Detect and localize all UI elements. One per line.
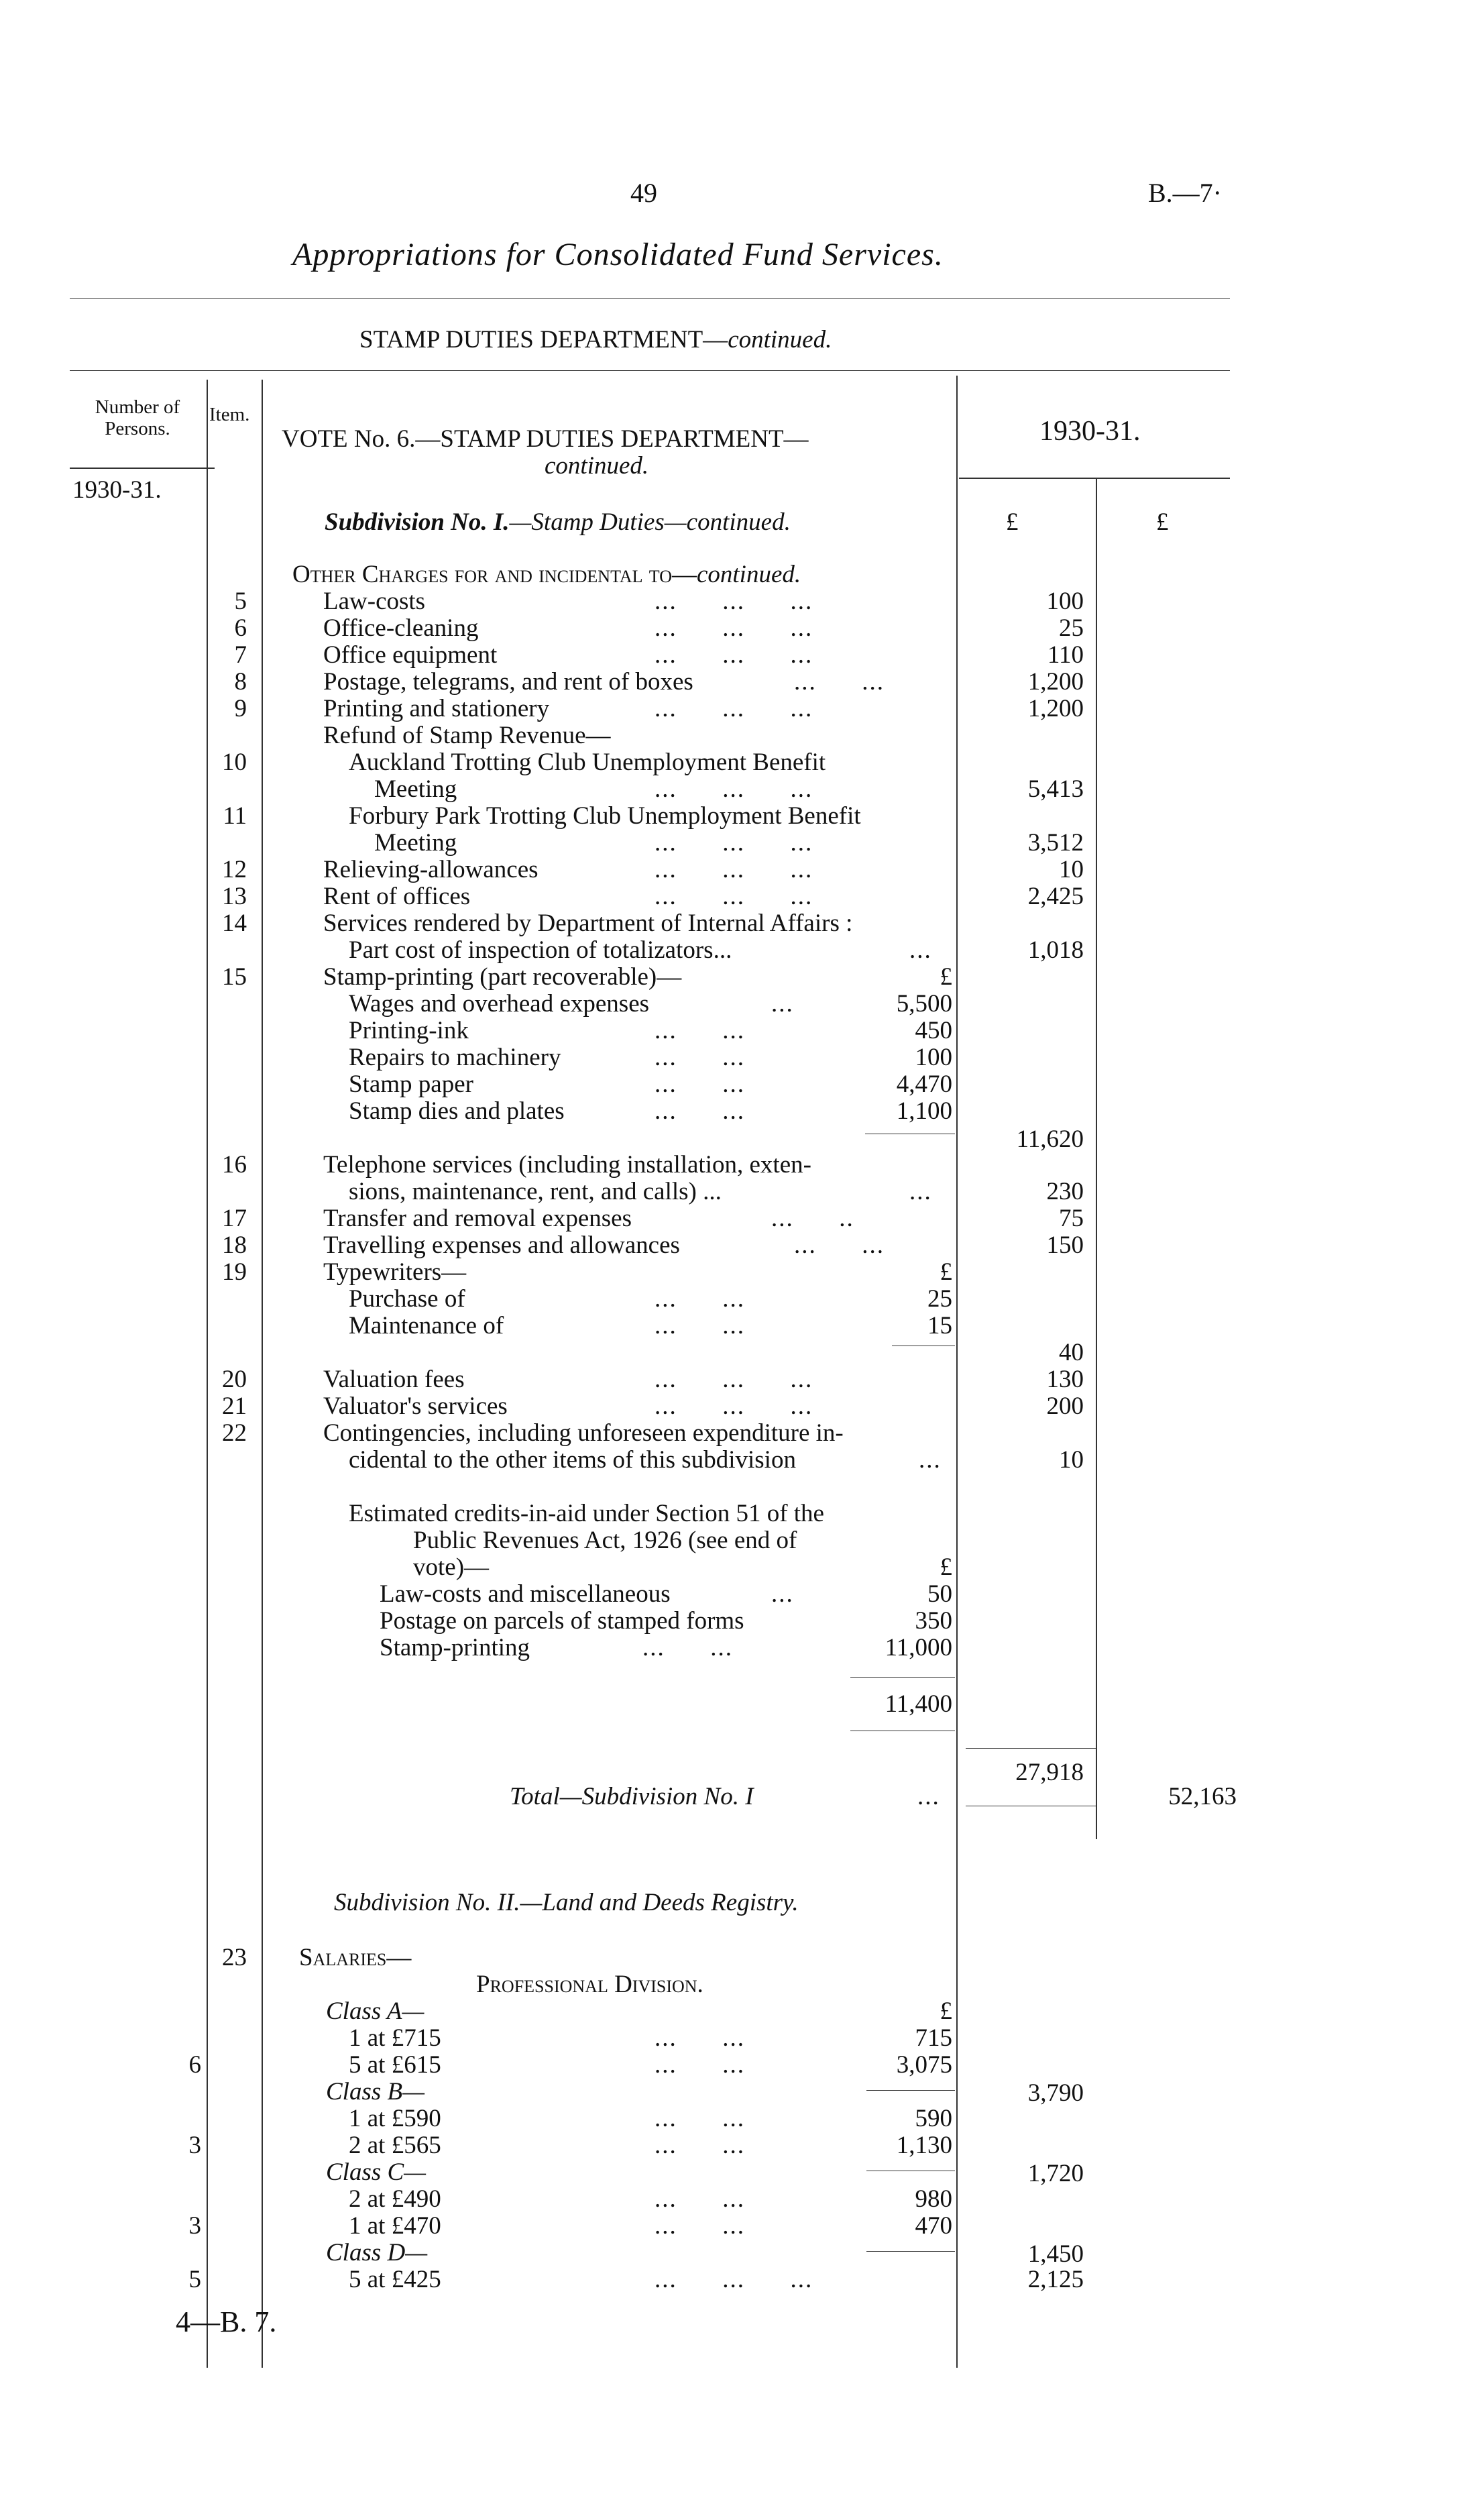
credits-heading: Estimated credits-in-aid under Section 51 of the <box>349 1500 824 1527</box>
page-title: Appropriations for Consolidated Fund Services. <box>292 237 944 272</box>
item-number: 11 <box>223 802 247 830</box>
leader-dots: ... ... ... <box>655 614 813 642</box>
subdivision-2-heading: Subdivision No. II.—Land and Deeds Registry. <box>334 1889 799 1916</box>
subdivision-1-heading: Subdivision No. I.—Stamp Duties—continued. <box>325 508 791 536</box>
class-d-heading: Class D— <box>326 2239 428 2266</box>
sub-item-label: Wages and overhead expenses <box>349 990 650 1018</box>
salary-amount: 715 <box>915 2024 952 2052</box>
currency-column-1: £ <box>1006 508 1019 536</box>
item-label: Valuation fees <box>323 1366 465 1393</box>
leader-dots: ... ... <box>655 1285 745 1313</box>
subtotal-rule <box>866 2090 955 2091</box>
class-a-total: 3,790 <box>1027 2079 1084 2107</box>
credit-label: Law-costs and miscellaneous <box>380 1580 671 1608</box>
subdivision-1-total: 52,163 <box>1168 1783 1237 1810</box>
item-text-divider <box>262 380 263 2368</box>
credit-amount: 350 <box>915 1607 952 1635</box>
pound-sign: £ <box>940 963 952 991</box>
item-amount: 1,018 <box>1027 936 1084 964</box>
leader-dots: ... ... <box>642 1634 733 1661</box>
class-a-heading: Class A— <box>326 1997 424 2025</box>
item-label: Office-cleaning <box>323 614 479 642</box>
leader-dots: ... <box>909 1178 932 1205</box>
item-amount: 1,200 <box>1027 695 1084 722</box>
leader-dots: ... ... <box>655 1097 745 1125</box>
leader-dots: ... ... <box>655 2051 745 2079</box>
item-label: Stamp-printing (part recoverable)— <box>323 963 682 991</box>
class-d-total: 2,125 <box>1027 2266 1084 2293</box>
item-label: Relieving-allowances <box>323 856 538 883</box>
document-reference: B.—7· <box>1148 178 1222 208</box>
leader-dots: ... <box>771 990 794 1018</box>
sub-item-label: Stamp paper <box>349 1071 473 1098</box>
salary-rate: 1 at £470 <box>349 2212 441 2240</box>
sub-item-label: Stamp dies and plates <box>349 1097 565 1125</box>
sub-item-amount: 100 <box>915 1044 952 1071</box>
leader-dots: ... ... ... <box>655 883 813 910</box>
leader-dots: ... ... ... <box>655 856 813 883</box>
item-number: 6 <box>234 614 247 642</box>
item-label: Auckland Trotting Club Unemployment Benefit <box>349 749 826 776</box>
leader-dots: ... ... ... <box>655 641 813 669</box>
item-amount: 10 <box>1059 1446 1084 1474</box>
amount-divider <box>956 376 958 2368</box>
item-label: Law-costs <box>323 588 426 615</box>
item-number: 7 <box>234 641 247 669</box>
item-label: Rent of offices <box>323 883 471 910</box>
salary-amount: 470 <box>915 2212 952 2240</box>
item-number: 18 <box>222 1231 247 1259</box>
footer-signature: 4—B. 7. <box>176 2305 277 2338</box>
salary-amount: 3,075 <box>896 2051 952 2079</box>
credits-heading: vote)— <box>413 1553 490 1581</box>
sub-item-amount: 25 <box>927 1285 952 1313</box>
leader-dots: ... ... ... <box>655 1392 813 1420</box>
item-number: 12 <box>222 856 247 883</box>
item-amount: 110 <box>1047 641 1084 669</box>
salary-rate: 2 at £565 <box>349 2132 441 2159</box>
class-b-heading: Class B— <box>326 2078 425 2105</box>
leader-dots: ... ... ... <box>655 1366 813 1393</box>
item-number: 20 <box>222 1366 247 1393</box>
leader-dots: ... ... <box>655 1017 745 1044</box>
item-amount: 3,512 <box>1027 829 1084 857</box>
salary-amount: 980 <box>915 2185 952 2213</box>
salaries-heading: Salaries— <box>299 1944 412 1971</box>
leader-dots: ... ... <box>794 668 885 696</box>
item-number: 5 <box>234 588 247 615</box>
item-amount: 5,413 <box>1027 775 1084 803</box>
leader-dots: ... ... <box>655 1044 745 1071</box>
sub-item-label: Maintenance of <box>349 1312 504 1339</box>
page-number: 49 <box>630 178 657 208</box>
item-number: 14 <box>222 910 247 937</box>
other-charges-heading: Other Charges for and incidental to—continued. <box>292 561 801 588</box>
salary-rate: 5 at £425 <box>349 2266 441 2293</box>
professional-division: Professional Division. <box>476 1971 703 1998</box>
credit-amount: 11,000 <box>885 1634 952 1661</box>
credit-amount: 50 <box>927 1580 952 1608</box>
vote-heading: VOTE No. 6.—STAMP DUTIES DEPARTMENT— <box>282 425 809 453</box>
item-amount: 200 <box>1046 1392 1084 1420</box>
leader-dots: ... <box>771 1580 794 1608</box>
item-label: Telephone services (including installation, exten- <box>323 1151 811 1179</box>
leader-dots: ... ... <box>655 1312 745 1339</box>
column-head-year: 1930-31. <box>1039 416 1141 447</box>
header-rule <box>70 370 1230 371</box>
item-label: sions, maintenance, rent, and calls) ... <box>349 1178 722 1205</box>
sub-item-label: Purchase of <box>349 1285 465 1313</box>
item-amount: 75 <box>1059 1205 1084 1232</box>
leader-dots: ... .. <box>771 1205 854 1232</box>
item-label: Office equipment <box>323 641 498 669</box>
item-label: Travelling expenses and allowances <box>323 1231 680 1259</box>
item-label: Contingencies, including unforeseen expenditure in- <box>323 1419 844 1447</box>
currency-column-2: £ <box>1156 508 1169 536</box>
leader-dots: ... ... ... <box>655 695 813 722</box>
item-label: Valuator's services <box>323 1392 508 1420</box>
persons-count: 6 <box>188 2051 201 2079</box>
other-charges-total: 27,918 <box>1015 1759 1084 1786</box>
item-label: Forbury Park Trotting Club Unemployment Benefit <box>349 802 861 830</box>
subdivision-1-total-label: Total—Subdivision No. I <box>510 1783 754 1810</box>
sub-item-amount: 450 <box>915 1017 952 1044</box>
credits-total: 11,400 <box>885 1690 952 1718</box>
leader-dots: ... <box>919 1446 942 1474</box>
column-head-persons: Number of Persons. <box>95 396 180 439</box>
item-label: Part cost of inspection of totalizators... <box>349 936 732 964</box>
leader-dots: ... <box>909 936 932 964</box>
salary-amount: 590 <box>915 2105 952 2132</box>
item-amount: 130 <box>1046 1366 1084 1393</box>
subtotal-rule <box>866 2251 955 2252</box>
item-number: 13 <box>222 883 247 910</box>
sub-item-amount: 15 <box>927 1312 952 1339</box>
leader-dots: ... ... ... <box>655 775 813 803</box>
item-label: Postage, telegrams, and rent of boxes <box>323 668 693 696</box>
department-heading: STAMP DUTIES DEPARTMENT—continued. <box>359 326 832 353</box>
item-label: Printing and stationery <box>323 695 550 722</box>
salary-rate: 1 at £590 <box>349 2105 441 2132</box>
stamp-printing-total: 11,620 <box>1016 1126 1084 1153</box>
leader-dots: ... ... <box>655 1071 745 1098</box>
sub-item-label: Printing-ink <box>349 1017 469 1044</box>
credits-heading: Public Revenues Act, 1926 (see end of <box>413 1527 797 1554</box>
refund-heading: Refund of Stamp Revenue— <box>323 722 611 749</box>
item-amount: 10 <box>1059 856 1084 883</box>
credit-label: Stamp-printing <box>380 1634 530 1661</box>
item-number: 10 <box>222 749 247 776</box>
class-b-total: 1,720 <box>1027 2160 1084 2187</box>
persons-head-rule <box>70 468 215 469</box>
item-number: 22 <box>222 1419 247 1447</box>
sub-item-amount: 5,500 <box>896 990 952 1018</box>
column-head-item: Item. <box>209 404 250 425</box>
other-charges-rule <box>966 1748 1096 1749</box>
leader-dots: ... ... <box>655 2105 745 2132</box>
leader-dots: ... ... <box>655 2132 745 2159</box>
pound-sign: £ <box>940 1997 952 2025</box>
persons-count: 5 <box>188 2266 201 2293</box>
sub-item-label: Repairs to machinery <box>349 1044 561 1071</box>
item-number: 23 <box>222 1944 247 1971</box>
title-rule <box>70 298 1230 299</box>
item-number: 17 <box>222 1205 247 1232</box>
salary-rate: 5 at £615 <box>349 2051 441 2079</box>
item-number: 21 <box>222 1392 247 1420</box>
persons-year: 1930-31. <box>72 476 162 504</box>
sub-item-amount: 4,470 <box>896 1071 952 1098</box>
total-divider <box>1096 478 1097 1839</box>
persons-count: 3 <box>188 2132 201 2159</box>
leader-dots: ... <box>917 1783 940 1810</box>
item-label: cidental to the other items of this subdivision <box>349 1446 796 1474</box>
leader-dots: ... ... <box>794 1231 885 1259</box>
persons-count: 3 <box>188 2212 201 2240</box>
pound-sign: £ <box>940 1258 952 1286</box>
sub-item-amount: 1,100 <box>896 1097 952 1125</box>
item-amount: 230 <box>1046 1178 1084 1205</box>
item-label: Meeting <box>374 829 457 857</box>
item-number: 15 <box>222 963 247 991</box>
credit-label: Postage on parcels of stamped forms <box>380 1607 744 1635</box>
leader-dots: ... ... <box>655 2024 745 2052</box>
class-c-total: 1,450 <box>1027 2240 1084 2268</box>
class-c-heading: Class C— <box>326 2158 427 2186</box>
salary-rate: 2 at £490 <box>349 2185 441 2213</box>
vote-heading-continued: continued. <box>545 452 649 480</box>
item-amount: 2,425 <box>1027 883 1084 910</box>
item-amount: 1,200 <box>1027 668 1084 696</box>
leader-dots: ... ... <box>655 2185 745 2213</box>
leader-dots: ... ... <box>655 2212 745 2240</box>
leader-dots: ... ... ... <box>655 2266 813 2293</box>
item-number: 19 <box>222 1258 247 1286</box>
pound-sign: £ <box>940 1553 952 1581</box>
item-number: 16 <box>222 1151 247 1179</box>
salary-amount: 1,130 <box>896 2132 952 2159</box>
year-head-rule <box>959 478 1230 479</box>
item-label: Services rendered by Department of Internal Affairs : <box>323 910 853 937</box>
item-amount: 25 <box>1059 614 1084 642</box>
item-label: Meeting <box>374 775 457 803</box>
item-amount: 150 <box>1046 1231 1084 1259</box>
item-number: 8 <box>234 668 247 696</box>
credits-rule <box>850 1677 955 1678</box>
leader-dots: ... ... ... <box>655 829 813 857</box>
item-label: Transfer and removal expenses <box>323 1205 632 1232</box>
item-amount: 100 <box>1046 588 1084 615</box>
item-label: Typewriters— <box>323 1258 467 1286</box>
salary-rate: 1 at £715 <box>349 2024 441 2052</box>
item-number: 9 <box>234 695 247 722</box>
typewriters-total: 40 <box>1059 1339 1084 1366</box>
leader-dots: ... ... ... <box>655 588 813 615</box>
